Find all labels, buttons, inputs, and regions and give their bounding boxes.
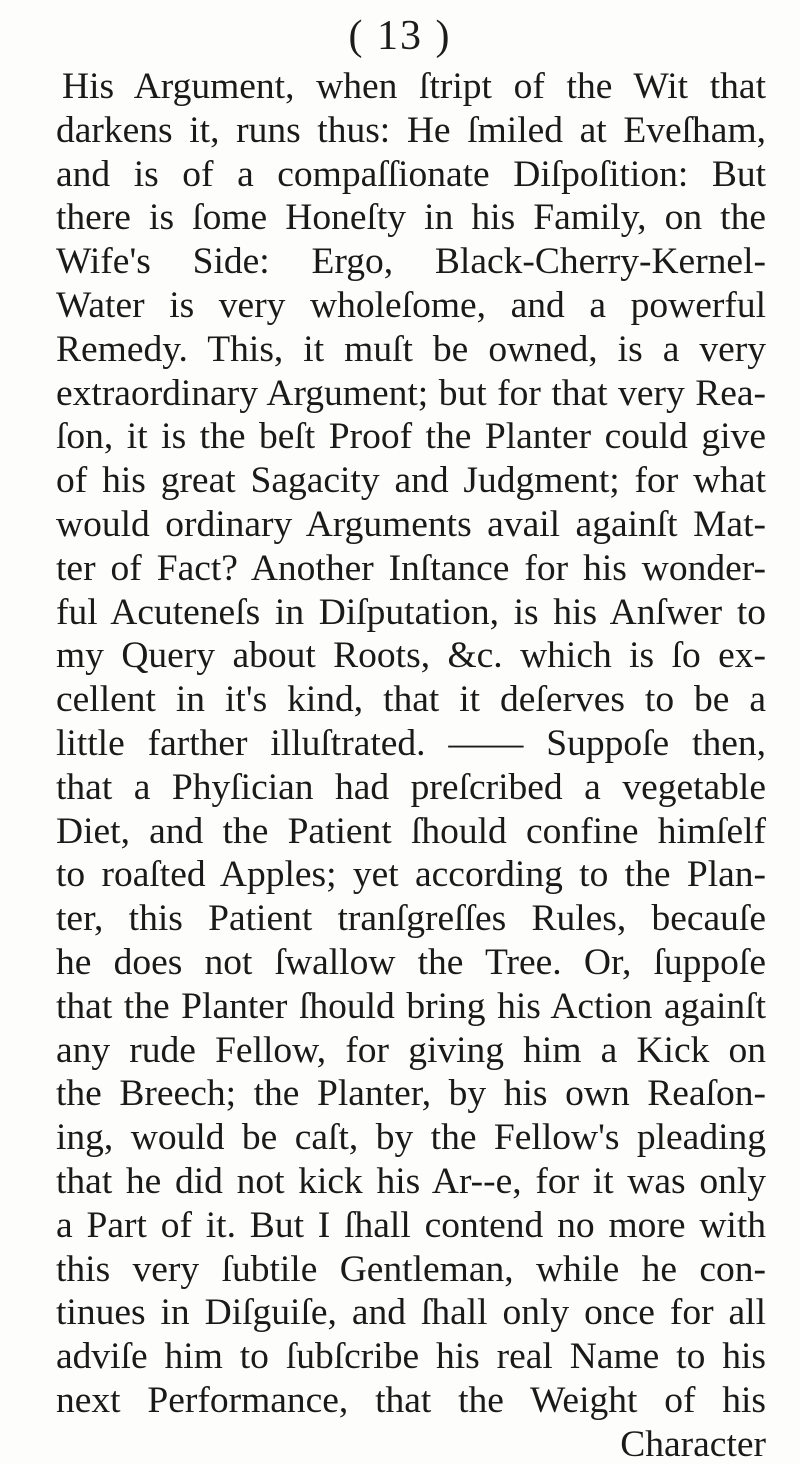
text-line: ſon, it is the beſt Proof the Planter could give	[56, 416, 766, 458]
text-line: that he did not kick his Ar--e, for it was only	[56, 1160, 766, 1202]
text-line: a Part of it. But I ſhall contend no more with	[56, 1204, 766, 1246]
text-line: Water is very wholeſome, and a powerful	[56, 284, 766, 326]
text-line: darkens it, runs thus: He ſmiled at Eveſham,	[56, 109, 766, 151]
text-line: would ordinary Arguments avail againſt Mat-	[56, 503, 766, 545]
text-line: that the Planter ſhould bring his Action againſt	[56, 985, 766, 1027]
catchword: Character	[620, 1423, 766, 1465]
text-line: there is ſome Honeſty in his Family, on the	[56, 197, 766, 239]
text-line: any rude Fellow, for giving him a Kick on	[56, 1029, 766, 1071]
text-line: ter of Fact? Another Inſtance for his wonder-	[56, 547, 766, 589]
text-line: my Query about Roots, &c. which is ſo ex-	[56, 635, 766, 677]
text-line: little farther illuſtrated. —— Suppoſe then,	[56, 722, 766, 764]
text-line: ter, this Patient tranſgreſſes Rules, becauſe	[56, 898, 766, 940]
text-line: adviſe him to ſubſcribe his real Name to his	[56, 1336, 766, 1378]
text-line: Remedy. This, it muſt be owned, is a very	[56, 328, 766, 370]
text-line: to roaſted Apples; yet according to the Plan-	[56, 854, 766, 896]
text-line: that a Phyſician had preſcribed a vegetable	[56, 766, 766, 808]
text-line: ful Acuteneſs in Diſputation, is his Anſwer to	[56, 591, 766, 633]
page-number: ( 13 )	[348, 13, 452, 59]
text-line: extraordinary Argument; but for that very Rea-	[56, 372, 766, 414]
text-line: Diet, and the Patient ſhould confine himſelf	[56, 810, 766, 852]
text-line: of his great Sagacity and Judgment; for what	[56, 460, 766, 502]
body-text	[56, 65, 766, 1467]
text-line: next Performance, that the Weight of his	[56, 1379, 766, 1421]
text-line: ing, would be caſt, by the Fellow's pleading	[56, 1117, 766, 1159]
text-line: the Breech; the Planter, by his own Reaſon-	[56, 1073, 766, 1115]
text-line: this very ſubtile Gentleman, while he con-	[56, 1248, 766, 1290]
text-line: and is of a compaſſionate Diſpoſition: But	[56, 153, 766, 195]
text-line: tinues in Diſguiſe, and ſhall only once for all	[56, 1292, 766, 1334]
text-line: Wife's Side: Ergo, Black-Cherry-Kernel-	[56, 241, 766, 283]
text-line: he does not ſwallow the Tree. Or, ſuppoſe	[56, 941, 766, 983]
text-line: His Argument, when ſtript of the Wit that	[62, 66, 766, 107]
text-line: cellent in it's kind, that it deſerves to be a	[56, 679, 766, 721]
